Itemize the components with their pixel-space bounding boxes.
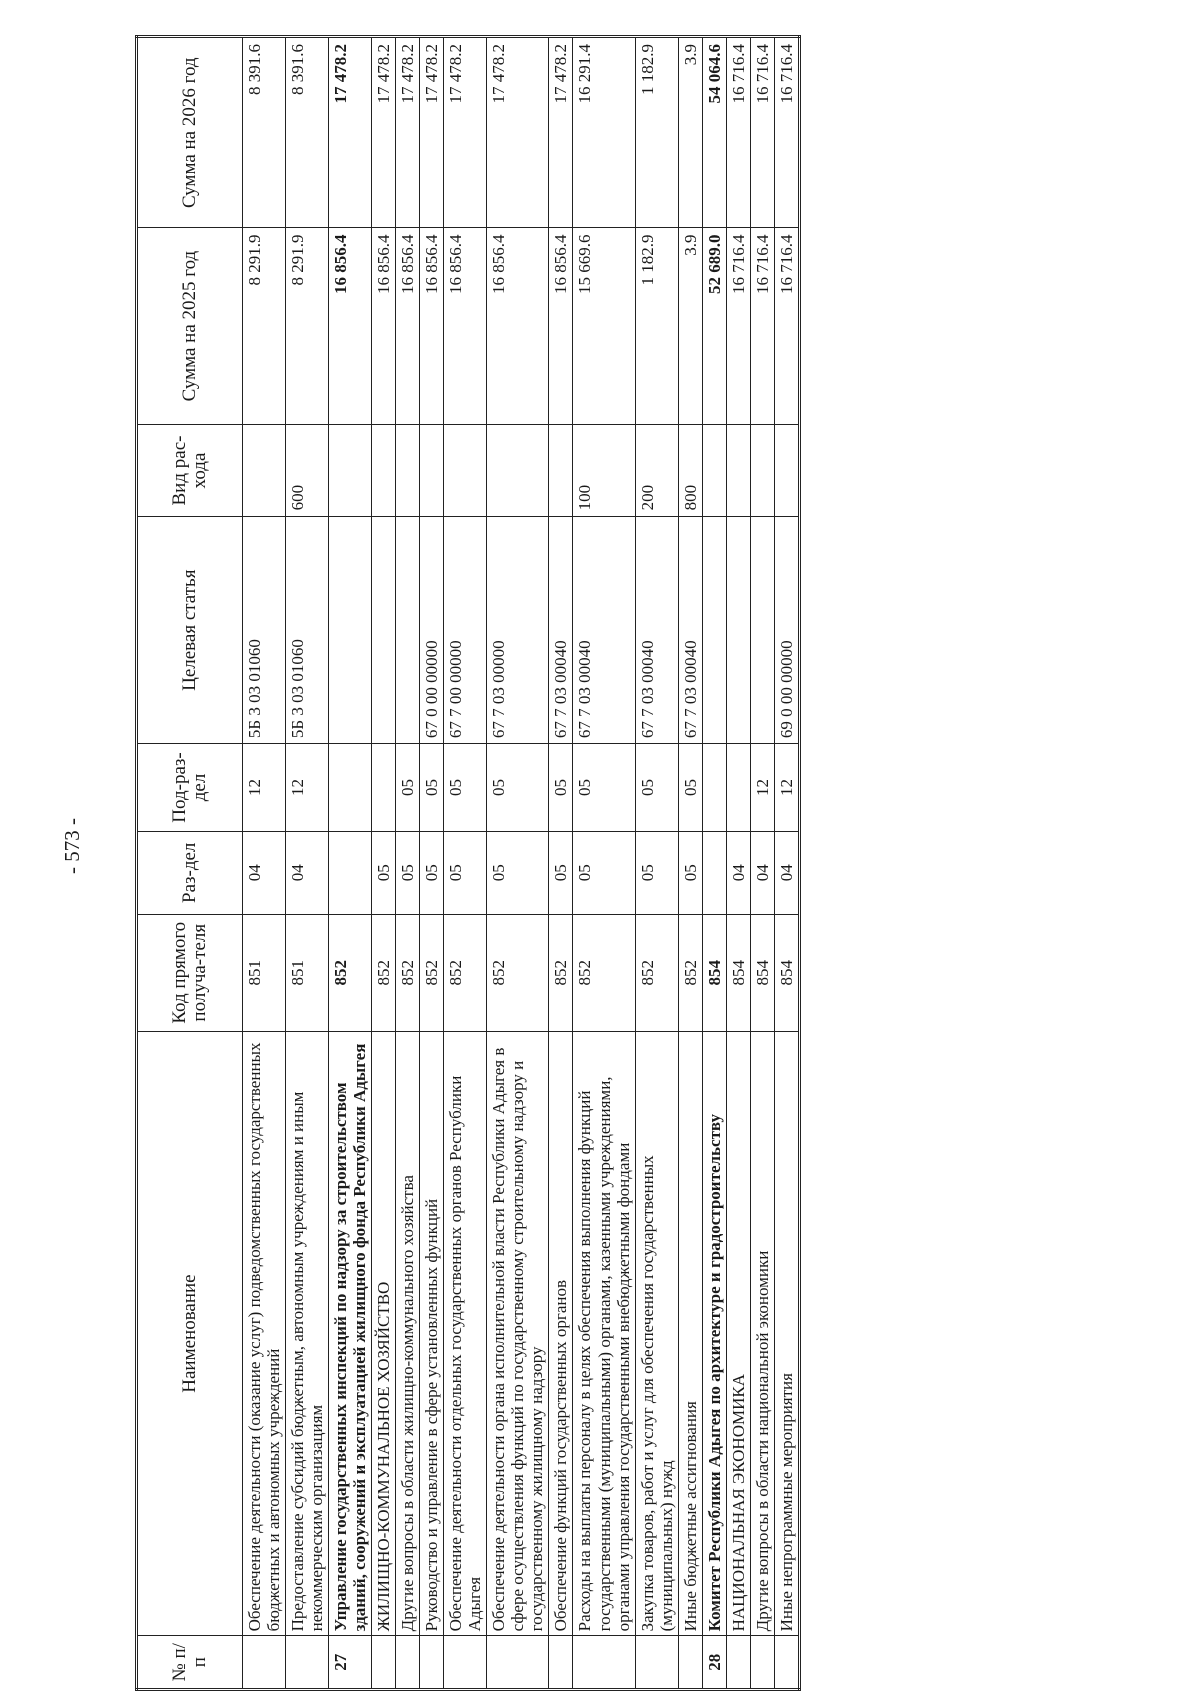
row-expense-type: 200 (635, 424, 678, 517)
row-podrazdel: 05 (396, 744, 420, 832)
row-target-article (329, 517, 372, 744)
row-podrazdel: 12 (750, 744, 774, 832)
row-sum-2026: 3.9 (678, 37, 702, 228)
row-recipient-code: 851 (243, 914, 286, 1031)
row-name: Обеспечение деятельности органа исполнительной власти Республики Адыгея в сфере осуществления функций по государственному строительному надзору и государственному жилищному надзору (487, 1031, 549, 1636)
row-number (726, 1636, 750, 1690)
row-expense-type: 600 (286, 424, 329, 517)
header-sum-2025: Сумма на 2025 год (137, 228, 243, 424)
row-expense-type (750, 424, 774, 517)
row-razdel: 05 (635, 831, 678, 914)
row-name: Руководство и управление в сфере установленных функций (420, 1031, 444, 1636)
row-razdel: 04 (286, 831, 329, 914)
table-row (396, 37, 420, 1690)
row-number: 28 (702, 1636, 726, 1690)
row-sum-2026: 17 478.2 (487, 37, 549, 228)
row-number (549, 1636, 573, 1690)
row-expense-type (243, 424, 286, 517)
row-number (243, 1636, 286, 1690)
row-sum-2025: 16 716.4 (750, 228, 774, 424)
table-row (678, 37, 702, 1690)
row-sum-2026: 16 716.4 (750, 37, 774, 228)
row-podrazdel (726, 744, 750, 832)
row-sum-2026: 16 291.4 (573, 37, 635, 228)
row-target-article: 67 7 03 00040 (678, 517, 702, 744)
row-recipient-code: 852 (444, 914, 487, 1031)
header-sum-2026: Сумма на 2026 год (137, 37, 243, 228)
row-sum-2026: 17 478.2 (444, 37, 487, 228)
row-podrazdel: 05 (549, 744, 573, 832)
row-podrazdel (329, 744, 372, 832)
table-row (549, 37, 573, 1690)
row-sum-2025: 16 856.4 (420, 228, 444, 424)
row-expense-type (549, 424, 573, 517)
table-row (329, 37, 372, 1690)
row-target-article: 67 7 00 00000 (444, 517, 487, 744)
row-number: 27 (329, 1636, 372, 1690)
row-number (678, 1636, 702, 1690)
table-row (702, 37, 726, 1690)
row-number (396, 1636, 420, 1690)
row-recipient-code: 851 (286, 914, 329, 1031)
row-target-article: 67 7 03 00000 (487, 517, 549, 744)
row-sum-2026: 17 478.2 (329, 37, 372, 228)
row-name: Управление государственных инспекций по надзору за строительством зданий, сооружений и эксплуатацией жилищного фонда Республики Адыгея (329, 1031, 372, 1636)
row-target-article (750, 517, 774, 744)
row-sum-2025: 52 689.0 (702, 228, 726, 424)
row-podrazdel: 05 (444, 744, 487, 832)
table-body (243, 37, 800, 1690)
row-target-article: 67 0 00 00000 (420, 517, 444, 744)
row-name: Комитет Республики Адыгея по архитектуре и градостроительству (702, 1031, 726, 1636)
row-podrazdel: 12 (286, 744, 329, 832)
row-expense-type: 800 (678, 424, 702, 517)
row-target-article: 69 0 00 00000 (774, 517, 799, 744)
row-sum-2026: 16 716.4 (774, 37, 799, 228)
row-sum-2025: 1 182.9 (635, 228, 678, 424)
table-row (444, 37, 487, 1690)
row-target-article (702, 517, 726, 744)
row-razdel (329, 831, 372, 914)
row-recipient-code: 854 (702, 914, 726, 1031)
row-name: Обеспечение функций государственных органов (549, 1031, 573, 1636)
row-sum-2026: 1 182.9 (635, 37, 678, 228)
row-target-article: 5Б 3 03 01060 (243, 517, 286, 744)
budget-table (135, 35, 801, 1691)
row-recipient-code: 852 (372, 914, 396, 1031)
row-name: ЖИЛИЩНО-КОММУНАЛЬНОЕ ХОЗЯЙСТВО (372, 1031, 396, 1636)
row-number (774, 1636, 799, 1690)
row-recipient-code: 854 (750, 914, 774, 1031)
row-name: НАЦИОНАЛЬНАЯ ЭКОНОМИКА (726, 1031, 750, 1636)
header-podrazdel: Под-раз-дел (137, 744, 243, 832)
row-sum-2025: 16 716.4 (774, 228, 799, 424)
row-razdel (702, 831, 726, 914)
row-podrazdel: 05 (420, 744, 444, 832)
row-sum-2025: 8 291.9 (286, 228, 329, 424)
row-podrazdel: 05 (635, 744, 678, 832)
row-expense-type (702, 424, 726, 517)
row-name: Предоставление субсидий бюджетным, автономным учреждениям и иным некоммерческим организациям (286, 1031, 329, 1636)
row-recipient-code: 852 (329, 914, 372, 1031)
table-row (372, 37, 396, 1690)
table-row (774, 37, 799, 1690)
row-podrazdel: 05 (678, 744, 702, 832)
row-razdel: 04 (774, 831, 799, 914)
row-expense-type (487, 424, 549, 517)
row-podrazdel: 12 (243, 744, 286, 832)
row-recipient-code: 852 (678, 914, 702, 1031)
row-podrazdel (372, 744, 396, 832)
row-recipient-code: 852 (549, 914, 573, 1031)
row-name: Иные бюджетные ассигнования (678, 1031, 702, 1636)
table-row (726, 37, 750, 1690)
row-number (573, 1636, 635, 1690)
row-recipient-code: 852 (573, 914, 635, 1031)
page-number: - 573 - (60, 818, 84, 874)
header-razdel: Раз-дел (137, 831, 243, 914)
row-sum-2025: 16 856.4 (487, 228, 549, 424)
table-row (243, 37, 286, 1690)
row-number (444, 1636, 487, 1690)
row-sum-2025: 16 856.4 (444, 228, 487, 424)
row-razdel: 05 (420, 831, 444, 914)
row-razdel: 05 (487, 831, 549, 914)
row-name: Обеспечение деятельности отдельных государственных органов Республики Адыгея (444, 1031, 487, 1636)
row-razdel: 05 (372, 831, 396, 914)
row-target-article: 67 7 03 00040 (573, 517, 635, 744)
row-recipient-code: 854 (774, 914, 799, 1031)
row-number (372, 1636, 396, 1690)
row-number (750, 1636, 774, 1690)
row-podrazdel: 05 (573, 744, 635, 832)
row-razdel: 05 (678, 831, 702, 914)
row-razdel: 04 (750, 831, 774, 914)
row-razdel: 05 (396, 831, 420, 914)
row-podrazdel: 05 (487, 744, 549, 832)
row-expense-type (420, 424, 444, 517)
row-sum-2026: 54 064.6 (702, 37, 726, 228)
row-razdel: 05 (573, 831, 635, 914)
row-sum-2025: 16 856.4 (372, 228, 396, 424)
row-target-article (396, 517, 420, 744)
row-expense-type (444, 424, 487, 517)
table-row (286, 37, 329, 1690)
row-recipient-code: 852 (635, 914, 678, 1031)
header-num: № п/п (137, 1636, 243, 1690)
row-sum-2025: 3.9 (678, 228, 702, 424)
row-recipient-code: 852 (487, 914, 549, 1031)
row-podrazdel: 12 (774, 744, 799, 832)
row-sum-2026: 8 391.6 (286, 37, 329, 228)
row-recipient-code: 854 (726, 914, 750, 1031)
row-razdel: 04 (243, 831, 286, 914)
row-number (286, 1636, 329, 1690)
row-sum-2025: 16 856.4 (396, 228, 420, 424)
row-target-article: 67 7 03 00040 (549, 517, 573, 744)
table-row (750, 37, 774, 1690)
row-expense-type (726, 424, 750, 517)
row-sum-2026: 17 478.2 (396, 37, 420, 228)
row-sum-2026: 17 478.2 (420, 37, 444, 228)
row-sum-2026: 17 478.2 (549, 37, 573, 228)
row-expense-type: 100 (573, 424, 635, 517)
row-sum-2026: 17 478.2 (372, 37, 396, 228)
row-sum-2025: 16 856.4 (549, 228, 573, 424)
row-name: Закупка товаров, работ и услуг для обеспечения государственных (муниципальных) нужд (635, 1031, 678, 1636)
row-target-article: 67 7 03 00040 (635, 517, 678, 744)
row-sum-2025: 8 291.9 (243, 228, 286, 424)
row-number (420, 1636, 444, 1690)
header-tselevaya: Целевая статья (137, 517, 243, 744)
row-target-article (372, 517, 396, 744)
budget-table-sheet (135, 35, 1065, 1691)
row-razdel: 05 (444, 831, 487, 914)
row-razdel: 04 (726, 831, 750, 914)
header-name: Наименование (137, 1031, 243, 1636)
row-sum-2025: 15 669.6 (573, 228, 635, 424)
row-name: Расходы на выплаты персоналу в целях обеспечения выполнения функций государственными (муниципальными) органами, казенными учреждениями, органами управления государственными внебюджетными фондами (573, 1031, 635, 1636)
row-name: Обеспечение деятельности (оказание услуг) подведомственных государственных бюджетных и автономных учреждений (243, 1031, 286, 1636)
header-vid: Вид рас-хода (137, 424, 243, 517)
row-name: Иные непрограммные мероприятия (774, 1031, 799, 1636)
row-expense-type (372, 424, 396, 517)
table-row (420, 37, 444, 1690)
header-code: Код прямого получа-теля (137, 914, 243, 1031)
row-number (487, 1636, 549, 1690)
table-header (137, 37, 243, 1690)
row-podrazdel (702, 744, 726, 832)
row-name: Другие вопросы в области жилищно-коммунального хозяйства (396, 1031, 420, 1636)
row-number (635, 1636, 678, 1690)
row-recipient-code: 852 (420, 914, 444, 1031)
row-expense-type (774, 424, 799, 517)
table-row (635, 37, 678, 1690)
row-razdel: 05 (549, 831, 573, 914)
row-recipient-code: 852 (396, 914, 420, 1031)
row-sum-2026: 16 716.4 (726, 37, 750, 228)
row-target-article (726, 517, 750, 744)
row-expense-type (396, 424, 420, 517)
row-sum-2025: 16 856.4 (329, 228, 372, 424)
table-row (487, 37, 549, 1690)
row-sum-2025: 16 716.4 (726, 228, 750, 424)
row-sum-2026: 8 391.6 (243, 37, 286, 228)
table-row (573, 37, 635, 1690)
row-name: Другие вопросы в области национальной экономики (750, 1031, 774, 1636)
row-target-article: 5Б 3 03 01060 (286, 517, 329, 744)
row-expense-type (329, 424, 372, 517)
